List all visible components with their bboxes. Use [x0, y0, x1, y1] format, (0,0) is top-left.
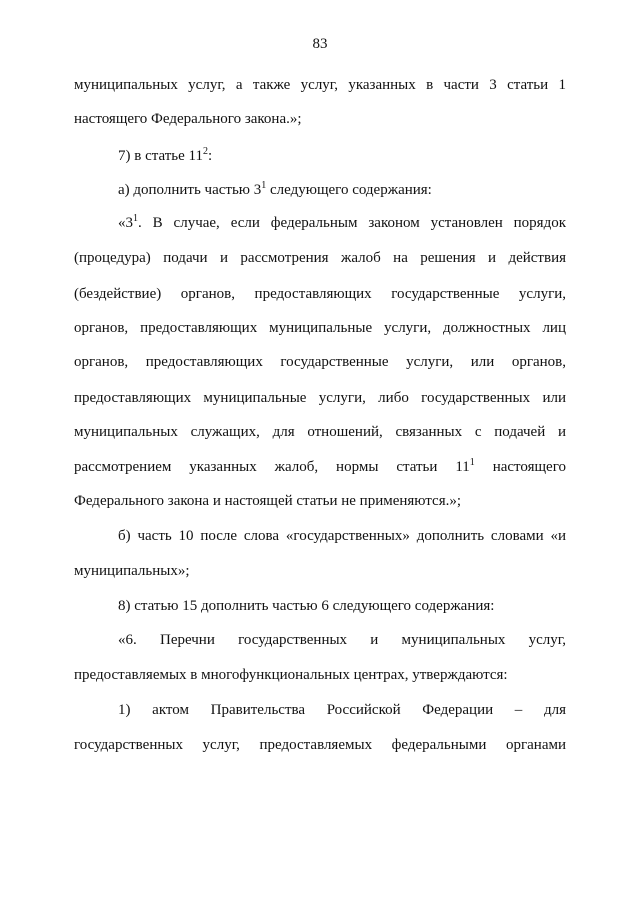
- text-line: муниципальных»;: [74, 563, 190, 579]
- text-line: (бездействие) органов, предоставляющих государственные услуги,: [74, 286, 566, 302]
- page-number: 83: [312, 36, 328, 52]
- text-line: органов, предоставляющих муниципальные услуги, должностных лиц: [74, 320, 566, 336]
- superscript: 1: [261, 180, 267, 191]
- text: настоящего: [474, 459, 566, 475]
- text: а) дополнить частью 3: [118, 182, 262, 198]
- text-line: [118, 181, 610, 199]
- text-line: [74, 458, 566, 476]
- text-line: «6. Перечни государственных и муниципальных услуг,: [118, 632, 566, 648]
- text-line: государственных услуг, предоставляемых федеральными органами: [74, 737, 566, 753]
- text-line: (процедура) подачи и рассмотрения жалоб на решения и действия: [74, 250, 566, 266]
- text-line: Федерального закона и настоящей статьи не применяются.»;: [74, 493, 462, 509]
- text: «3: [118, 215, 133, 231]
- text-line: настоящего Федерального закона.»;: [74, 111, 302, 127]
- text-line: предоставляющих муниципальные услуги, либо государственных или: [74, 390, 566, 406]
- text-line: б) часть 10 после слова «государственных» дополнить словами «и: [118, 528, 566, 544]
- text-line: муниципальных услуг, а также услуг, указанных в части 3 статьи 1: [74, 77, 566, 93]
- text: . В случае, если федеральным законом установлен порядок: [138, 215, 566, 231]
- text-line: органов, предоставляющих государственные услуги, или органов,: [74, 354, 566, 370]
- text: рассмотрением указанных жалоб, нормы статьи 11: [74, 459, 470, 475]
- text-line: [118, 147, 610, 165]
- superscript: 2: [203, 146, 208, 157]
- superscript: 1: [469, 457, 475, 468]
- text: :: [208, 148, 213, 164]
- superscript: 1: [133, 213, 138, 224]
- text: следующего содержания:: [266, 182, 432, 198]
- text-line: [118, 214, 566, 232]
- text-line: 8) статью 15 дополнить частью 6 следующего содержания:: [118, 598, 495, 614]
- text-line: 1) актом Правительства Российской Федерации – для: [118, 702, 566, 718]
- text-line: предоставляемых в многофункциональных центрах, утверждаются:: [74, 667, 508, 683]
- text-line: муниципальных служащих, для отношений, связанных с подачей и: [74, 424, 566, 440]
- text: 7) в статье 11: [118, 148, 203, 164]
